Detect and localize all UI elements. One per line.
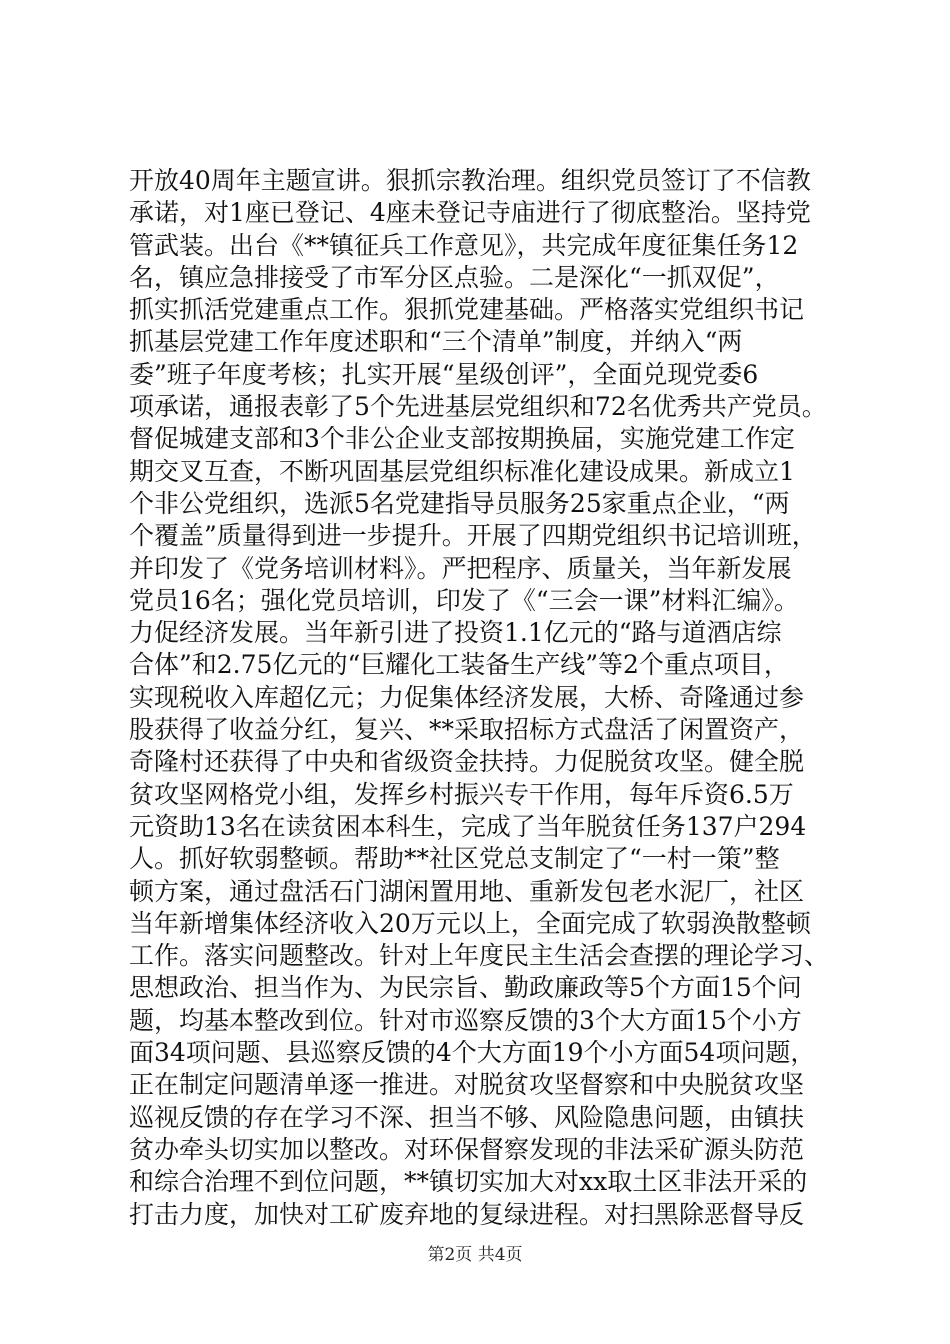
text-line: 工作。落实问题整改。针对上年度民主生活会查摆的理论学习、 [129, 941, 830, 971]
text-line: 人。抓好软弱整顿。帮助**社区党总支制定了“一村一策”整 [129, 844, 780, 874]
text-line: 奇隆村还获得了中央和省级资金扶持。力促脱贫攻坚。健全脱 [129, 747, 805, 777]
text-line: 实现税收入库超亿元；力促集体经济发展，大桥、奇隆通过参 [129, 682, 805, 712]
text-line: 抓实抓活党建重点工作。狠抓党建基础。严格落实党组织书记 [129, 295, 805, 325]
text-line: 开放40周年主题宣讲。狠抓宗教治理。组织党员签订了不信教 [129, 166, 811, 195]
text-line: 力促经济发展。当年新引进了投资1.1亿元的“路与道酒店综 [129, 618, 782, 648]
text-line: 巡视反馈的存在学习不深、担当不够、风险隐患问题，由镇扶 [129, 1102, 805, 1132]
text-line: 顿方案，通过盘活石门湖闲置用地、重新发包老水泥厂，社区 [129, 876, 805, 906]
text-line: 元资助13名在读贫困本科生，完成了当年脱贫任务137户294 [129, 811, 807, 841]
text-line: 和综合治理不到位问题，**镇切实加大对xx取土区非法开采的 [129, 1167, 808, 1197]
text-line: 正在制定问题清单逐一推进。对脱贫攻坚督察和中央脱贫攻坚 [129, 1070, 805, 1100]
text-line: 打击力度，加快对工矿废弃地的复绿进程。对扫黑除恶督导反 [129, 1199, 805, 1229]
text-line: 党员16名；强化党员培训，印发了《“三会一课”材料汇编》。 [129, 585, 799, 615]
text-line: 思想政治、担当作为、为民宗旨、勤政廉政等5个方面15个问 [129, 973, 802, 1003]
text-line: 贫攻坚网格党小组，发挥乡村振兴专干作用，每年斥资6.5万 [129, 779, 794, 809]
text-line: 个非公党组织，选派5名党建指导员服务25家重点企业，“两 [129, 488, 790, 518]
text-line: 当年新增集体经济收入20万元以上，全面完成了软弱涣散整顿 [129, 908, 811, 938]
text-line: 个覆盖”质量得到进一步提升。开展了四期党组织书记培训班， [129, 521, 817, 551]
text-line: 项承诺，通报表彰了5个先进基层党组织和72名优秀共产党员。 [129, 392, 827, 422]
text-line: 管武装。出台《**镇征兵工作意见》，共完成年度征集任务12 [129, 230, 799, 260]
text-line: 面34项问题、县巡察反馈的4个大方面19个小方面54项问题， [129, 1038, 816, 1068]
text-line: 抓基层党建工作年度述职和“三个清单”制度，并纳入“两 [129, 327, 743, 357]
text-line: 贫办牵头切实加以整改。对环保督察发现的非法采矿源头防范 [129, 1134, 805, 1164]
text-line: 题，均基本整改到位。针对市巡察反馈的3个大方面15个小方 [129, 1005, 802, 1035]
page-number-footer: 第2页 共4页 [427, 1245, 523, 1265]
text-line: 期交叉互查，不断巩固基层党组织标准化建设成果。新成立1 [129, 456, 795, 486]
document-body [129, 165, 829, 1231]
text-line: 委”班子年度考核；扎实开展“星级创评”，全面兑现党委6 [129, 359, 759, 389]
text-line: 督促城建支部和3个非公企业支部按期换届，实施党建工作定 [129, 424, 795, 454]
text-line: 承诺，对1座已登记、4座未登记寺庙进行了彻底整治。坚持党 [129, 198, 811, 228]
text-line: 股获得了收益分红，复兴、**采取招标方式盘活了闲置资产， [129, 715, 805, 745]
text-line: 名，镇应急排接受了市军分区点验。二是深化“一抓双促”， [129, 262, 780, 292]
text-line: 并印发了《党务培训材料》。严把程序、质量关，当年新发展 [129, 553, 792, 583]
text-line: 合体”和2.75亿元的“巨耀化工装备生产线”等2个重点项目， [129, 650, 789, 680]
